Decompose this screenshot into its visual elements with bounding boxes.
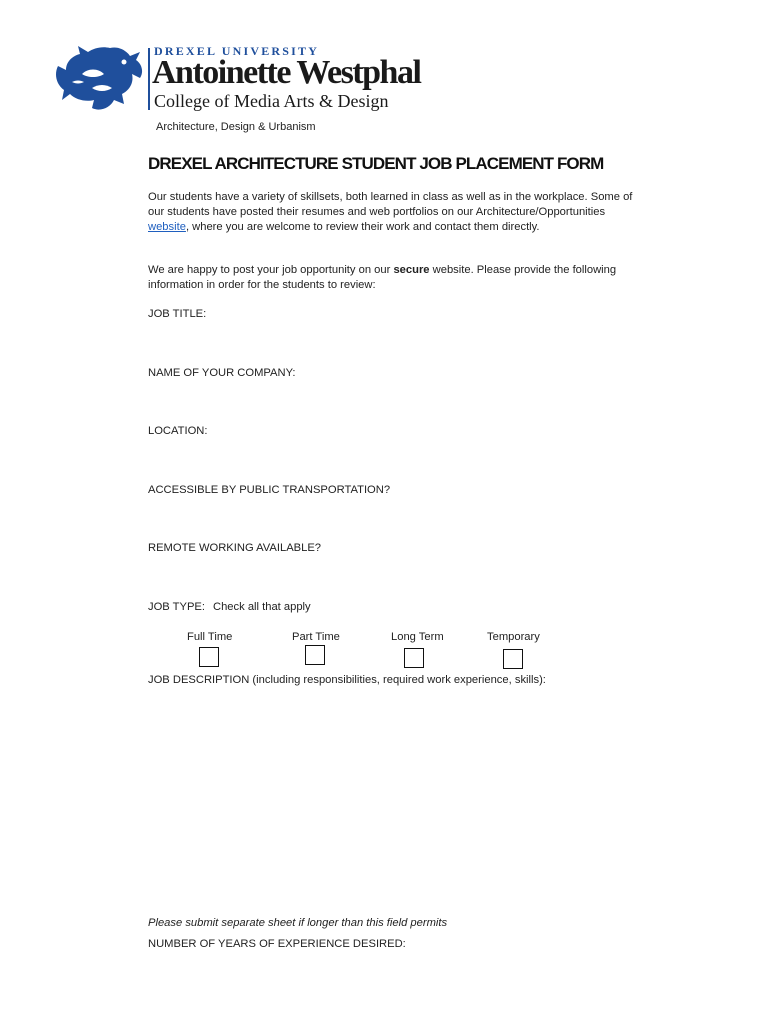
website-link[interactable]: website [148,221,186,234]
job-type-label [148,601,311,613]
part-time-checkbox[interactable] [305,645,325,665]
school-name: Antoinette Westphal [152,54,421,91]
department-name: Architecture, Design & Urbanism [156,121,316,133]
post-text-2: website. Please provide the following information in order for the students to review: [148,264,617,292]
logo-divider [148,48,150,110]
temporary-label: Temporary [487,631,540,643]
long-term-label: Long Term [391,631,444,643]
full-time-label: Full Time [187,631,233,643]
temporary-checkbox[interactable] [503,649,523,669]
experience-years-label: NUMBER OF YEARS OF EXPERIENCE DESIRED: [148,938,406,950]
intro-text-2: , where you are welcome to review their work and contact them directly. [185,221,540,234]
secure-emphasis: secure [393,264,430,276]
job-title-label: JOB TITLE: [148,308,207,320]
form-title: DREXEL ARCHITECTURE STUDENT JOB PLACEMENT FORM [148,154,604,173]
job-description-label: JOB DESCRIPTION (including responsibilities, required work experience, skills): [148,674,546,686]
job-type-text: JOB TYPE: [148,601,205,613]
university-name: DREXEL UNIVERSITY [154,44,320,58]
post-paragraph [148,263,638,293]
job-type-hint: Check all that apply [213,601,311,613]
part-time-label: Part Time [292,631,340,643]
college-logo [52,44,472,118]
post-text-1: We are happy to post your job opportunity on our [148,264,394,276]
intro-paragraph [148,190,638,236]
full-time-checkbox[interactable] [199,647,219,667]
drexel-dragon-icon [52,44,148,114]
remote-label: REMOTE WORKING AVAILABLE? [148,542,322,554]
separate-sheet-note: Please submit separate sheet if longer than this field permits [148,917,448,929]
transport-label: ACCESSIBLE BY PUBLIC TRANSPORTATION? [148,484,391,496]
intro-text-1: Our students have a variety of skillsets, both learned in class as well as in the workplace. Some of our students have posted their resumes and web portfolios on our Architecture/Opportunities [148,191,633,219]
long-term-checkbox[interactable] [404,648,424,668]
company-label: NAME OF YOUR COMPANY: [148,367,296,379]
college-name: College of Media Arts & Design [154,91,389,111]
location-label: LOCATION: [148,425,208,437]
